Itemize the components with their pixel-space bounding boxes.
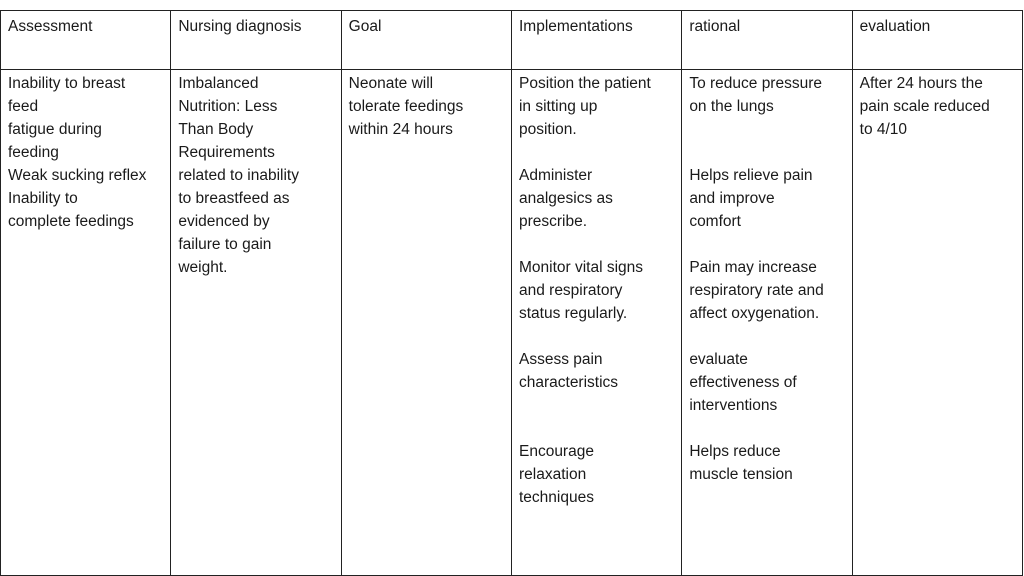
cell-rational: To reduce pressure on the lungs Helps relieve pain and improve comfort Pain may increase respiratory rate and affect oxygenation. evaluate effectiveness of interventions Helps reduce muscle tension bbox=[682, 70, 852, 576]
header-row bbox=[1, 11, 1023, 70]
header-implementations: Implementations bbox=[511, 11, 681, 70]
cell-evaluation: After 24 hours the pain scale reduced to 4/10 bbox=[852, 70, 1022, 576]
header-assessment: Assessment bbox=[1, 11, 171, 70]
cell-implementations: Position the patient in sitting up position. Administer analgesics as prescribe. Monitor vital signs and respiratory status regularly. Assess pain characteristics Encourage relaxation techniques bbox=[511, 70, 681, 576]
header-evaluation: evaluation bbox=[852, 11, 1022, 70]
table-body bbox=[1, 70, 1023, 576]
nursing-care-plan-table bbox=[0, 10, 1023, 576]
cell-goal: Neonate will tolerate feedings within 24 hours bbox=[341, 70, 511, 576]
cell-assessment: Inability to breast feed fatigue during feeding Weak sucking reflex Inability to complete feedings bbox=[1, 70, 171, 576]
header-nursing-diagnosis: Nursing diagnosis bbox=[171, 11, 341, 70]
header-rational: rational bbox=[682, 11, 852, 70]
cell-nursing-diagnosis: Imbalanced Nutrition: Less Than Body Requirements related to inability to breastfeed as evidenced by failure to gain weight. bbox=[171, 70, 341, 576]
header-goal: Goal bbox=[341, 11, 511, 70]
table-header bbox=[1, 11, 1023, 70]
table-row bbox=[1, 70, 1023, 576]
